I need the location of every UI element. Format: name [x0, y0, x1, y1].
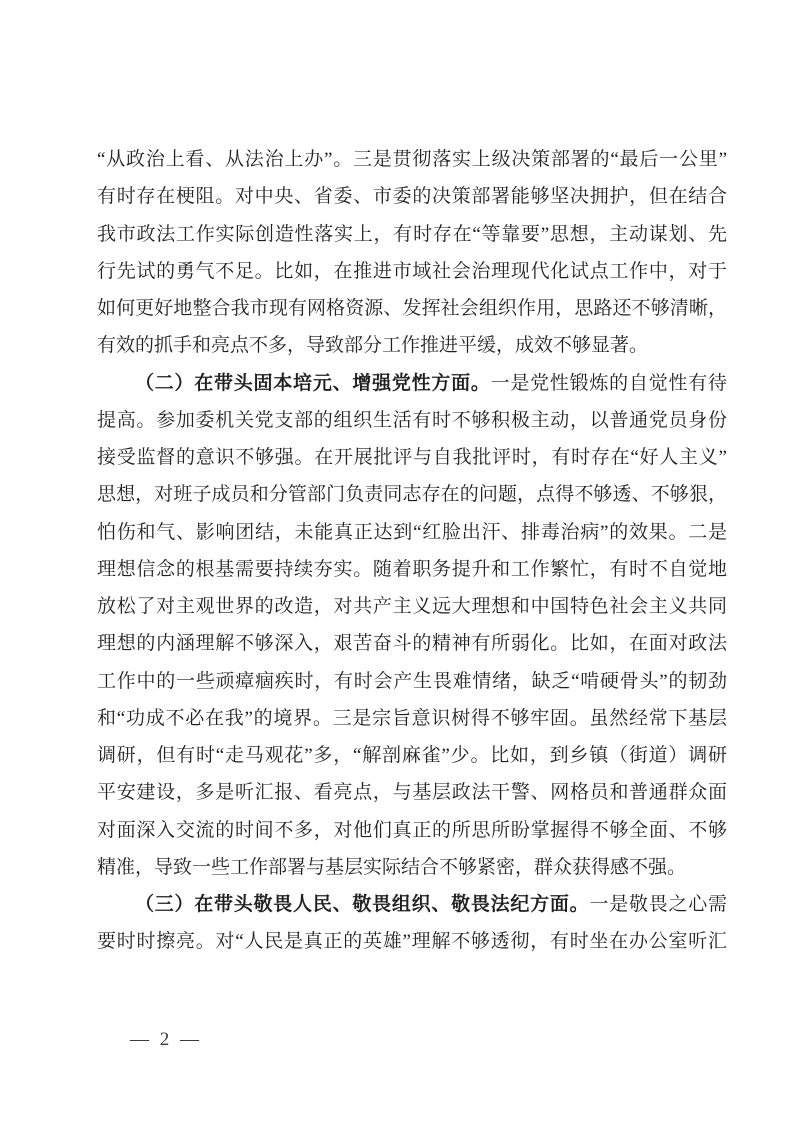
- document-line: 如何更好地整合我市现有网格资源、发挥社会组织作用，思路还不够清晰，: [97, 298, 727, 319]
- document-line: 怕伤和气、影响团结，未能真正达到“红脸出汗、排毒治病”的效果。二是: [97, 521, 727, 543]
- page-number: — 2 —: [130, 1029, 202, 1050]
- section-heading: （二）在带头固本培元、增强党性方面。: [135, 372, 491, 394]
- document-line: 接受监督的意识不够强。在开展批评与自我批评时，有时存在“好人主义”: [97, 447, 727, 468]
- document-line: 和“功成不必在我”的境界。三是宗旨意识树得不够牢固。虽然经常下基层: [97, 707, 727, 729]
- document-line: 要时时擦亮。对“人民是真正的英雄”理解不够透彻，有时坐在办公室听汇: [97, 931, 727, 953]
- document-line: 理想的内涵理解不够深入，艰苦奋斗的精神有所弱化。比如，在面对政法: [97, 633, 727, 655]
- document-line: 精准，导致一些工作部署与基层实际结合不够紧密，群众获得感不强。: [97, 856, 687, 878]
- document-line: 放松了对主观世界的改造，对共产主义远大理想和中国特色社会主义共同: [97, 596, 727, 617]
- document-line: 对面深入交流的时间不多，对他们真正的所思所盼掌握得不够全面、不够: [97, 819, 727, 841]
- document-line: 平安建设，多是听汇报、看亮点，与基层政法干警、网格员和普通群众面: [97, 782, 727, 804]
- document-line: （三）在带头敬畏人民、敬畏组织、敬畏法纪方面。一是敬畏之心需: [135, 894, 727, 915]
- document-line: 工作中的一些顽瘴痼疾时，有时会产生畏难情绪，缺乏“啃硬骨头”的韧劲: [97, 670, 727, 692]
- document-line: 行先试的勇气不足。比如，在推进市域社会治理现代化试点工作中，对于: [97, 260, 727, 282]
- document-line: 有效的抓手和亮点不多，导致部分工作推进平缓，成效不够显著。: [97, 335, 649, 357]
- document-line: 调研，但有时“走马观花”多，“解剖麻雀”少。比如，到乡镇（街道）调研: [97, 745, 727, 766]
- document-line: 我市政法工作实际创造性落实上，有时存在“等靠要”思想，主动谋划、先: [97, 223, 727, 245]
- document-line: 思想，对班子成员和分管部门负责同志存在的问题，点得不够透、不够狠，: [97, 484, 727, 506]
- section-heading: （三）在带头敬畏人民、敬畏组织、敬畏法纪方面。: [135, 894, 590, 915]
- document-body: [97, 141, 727, 961]
- document-line: （二）在带头固本培元、增强党性方面。一是党性锻炼的自觉性有待: [135, 372, 727, 394]
- document-line: 提高。参加委机关党支部的组织生活有时不够积极主动，以普通党员身份: [97, 409, 727, 431]
- document-line: 理想信念的根基需要持续夯实。随着职务提升和工作繁忙，有时不自觉地: [97, 558, 727, 580]
- document-line: 有时存在梗阻。对中央、省委、市委的决策部署能够坚决拥护，但在结合: [97, 186, 727, 208]
- document-line: “从政治上看、从法治上办”。三是贯彻落实上级决策部署的“最后一公里”: [97, 149, 727, 170]
